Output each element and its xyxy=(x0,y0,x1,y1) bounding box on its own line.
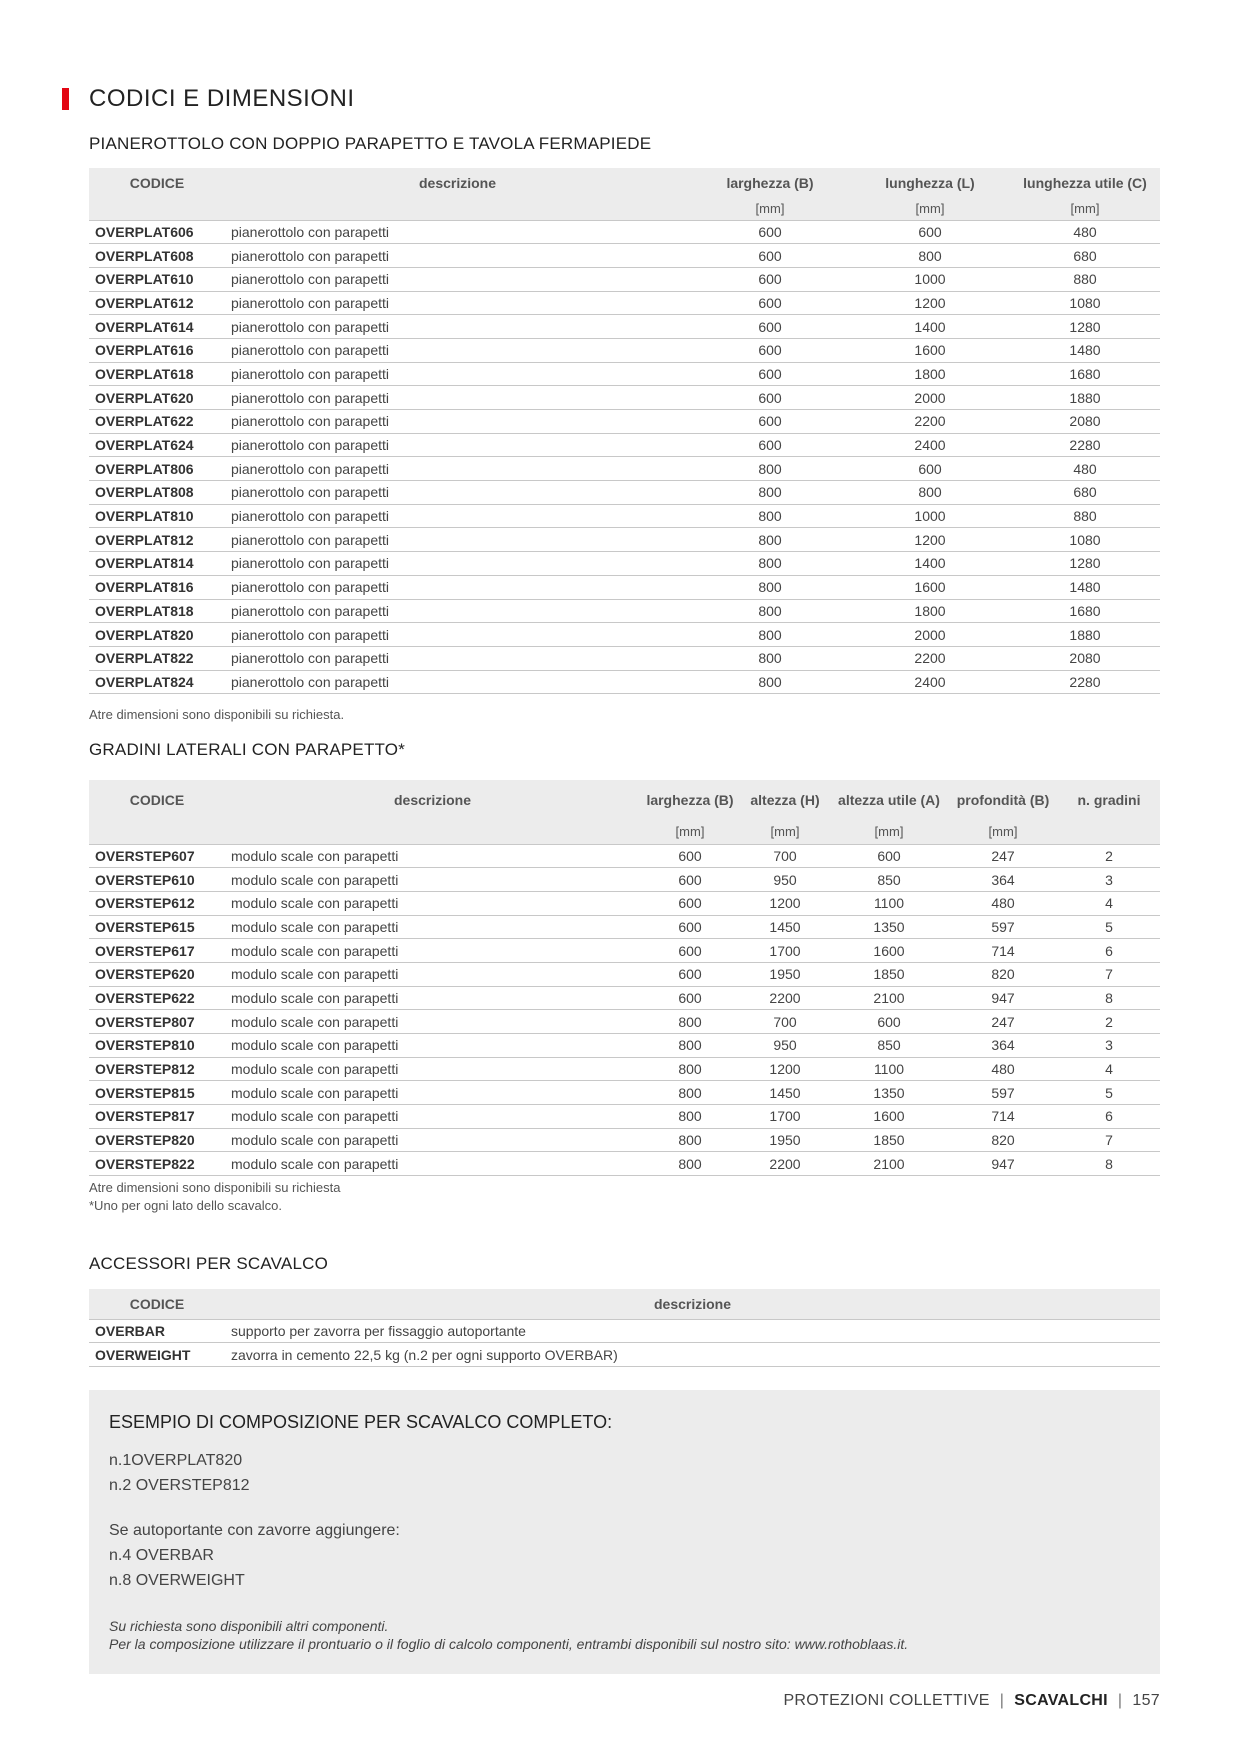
value-cell: 680 xyxy=(1010,481,1160,505)
value-cell: 2200 xyxy=(740,986,830,1010)
description-cell: pianerottolo con parapetti xyxy=(225,481,690,505)
value-cell: 600 xyxy=(690,315,850,339)
col-header: CODICE xyxy=(89,780,225,820)
value-cell: 1680 xyxy=(1010,599,1160,623)
value-cell: 4 xyxy=(1058,891,1160,915)
value-cell: 600 xyxy=(830,844,948,868)
description-cell: modulo scale con parapetti xyxy=(225,915,640,939)
table-row xyxy=(89,457,1160,481)
value-cell: 600 xyxy=(640,844,740,868)
table-row xyxy=(89,1152,1160,1176)
unit-cell xyxy=(1058,820,1160,844)
product-code: OVERSTEP810 xyxy=(89,1034,225,1058)
description-cell: pianerottolo con parapetti xyxy=(225,267,690,291)
value-cell: 2100 xyxy=(830,986,948,1010)
value-cell: 800 xyxy=(640,1034,740,1058)
description-cell: pianerottolo con parapetti xyxy=(225,575,690,599)
product-code: OVERSTEP617 xyxy=(89,939,225,963)
value-cell: 714 xyxy=(948,1105,1058,1129)
description-cell: pianerottolo con parapetti xyxy=(225,220,690,244)
value-cell: 850 xyxy=(830,868,948,892)
steps-title: GRADINI LATERALI CON PARAPETTO* xyxy=(89,740,406,759)
footer-chapter: SCAVALCHI xyxy=(1014,1692,1108,1709)
steps-note-1: Atre dimensioni sono disponibili su richiesta xyxy=(89,1180,341,1195)
product-code: OVERPLAT624 xyxy=(89,433,225,457)
table-row xyxy=(89,338,1160,362)
value-cell: 600 xyxy=(830,1010,948,1034)
value-cell: 597 xyxy=(948,915,1058,939)
col-header: CODICE xyxy=(89,1289,225,1319)
value-cell: 1880 xyxy=(1010,623,1160,647)
value-cell: 800 xyxy=(640,1010,740,1034)
col-header: descrizione xyxy=(225,780,640,820)
value-cell: 8 xyxy=(1058,986,1160,1010)
product-code: OVERPLAT620 xyxy=(89,386,225,410)
description-cell: pianerottolo con parapetti xyxy=(225,315,690,339)
example-line: n.8 OVERWEIGHT xyxy=(109,1572,245,1589)
value-cell: 1600 xyxy=(830,1105,948,1129)
value-cell: 364 xyxy=(948,868,1058,892)
value-cell: 480 xyxy=(1010,457,1160,481)
value-cell: 800 xyxy=(690,504,850,528)
value-cell: 1100 xyxy=(830,891,948,915)
value-cell: 680 xyxy=(1010,244,1160,268)
table-row xyxy=(89,362,1160,386)
product-code: OVERWEIGHT xyxy=(89,1343,225,1367)
value-cell: 600 xyxy=(690,338,850,362)
example-line: n.4 OVERBAR xyxy=(109,1547,214,1564)
table-row xyxy=(89,939,1160,963)
table-row xyxy=(89,646,1160,670)
table-row xyxy=(89,599,1160,623)
description-cell: modulo scale con parapetti xyxy=(225,1081,640,1105)
description-cell: pianerottolo con parapetti xyxy=(225,646,690,670)
value-cell: 600 xyxy=(640,915,740,939)
value-cell: 950 xyxy=(740,1034,830,1058)
value-cell: 800 xyxy=(690,481,850,505)
value-cell: 800 xyxy=(690,599,850,623)
unit-cell: [mm] xyxy=(850,198,1010,220)
product-code: OVERSTEP822 xyxy=(89,1152,225,1176)
value-cell: 2200 xyxy=(850,410,1010,434)
value-cell: 247 xyxy=(948,1010,1058,1034)
product-code: OVERPLAT820 xyxy=(89,623,225,647)
col-header: descrizione xyxy=(225,1289,1160,1319)
table-row xyxy=(89,291,1160,315)
description-cell: modulo scale con parapetti xyxy=(225,1105,640,1129)
description-cell: pianerottolo con parapetti xyxy=(225,362,690,386)
unit-cell: [mm] xyxy=(1010,198,1160,220)
value-cell: 1280 xyxy=(1010,552,1160,576)
example-note: Su richiesta sono disponibili altri componenti. xyxy=(109,1618,389,1634)
value-cell: 6 xyxy=(1058,1105,1160,1129)
value-cell: 597 xyxy=(948,1081,1058,1105)
value-cell: 1480 xyxy=(1010,338,1160,362)
product-code: OVERPLAT806 xyxy=(89,457,225,481)
col-header: altezza utile (A) xyxy=(830,780,948,820)
example-note: Per la composizione utilizzare il prontuario o il foglio di calcolo componenti, entrambi disponibili sul nostro sito: www.rothoblaas.it. xyxy=(109,1636,909,1652)
example-box xyxy=(89,1390,1160,1674)
value-cell: 600 xyxy=(850,220,1010,244)
value-cell: 800 xyxy=(690,646,850,670)
product-code: OVERPLAT608 xyxy=(89,244,225,268)
product-code: OVERPLAT810 xyxy=(89,504,225,528)
example-title: ESEMPIO DI COMPOSIZIONE PER SCAVALCO COMPLETO: xyxy=(109,1412,613,1432)
value-cell: 6 xyxy=(1058,939,1160,963)
value-cell: 600 xyxy=(690,291,850,315)
footer-separator: | xyxy=(1117,1692,1123,1709)
value-cell: 1600 xyxy=(830,939,948,963)
product-code: OVERPLAT816 xyxy=(89,575,225,599)
value-cell: 1600 xyxy=(850,575,1010,599)
value-cell: 800 xyxy=(690,623,850,647)
value-cell: 4 xyxy=(1058,1057,1160,1081)
value-cell: 1080 xyxy=(1010,291,1160,315)
product-code: OVERPLAT824 xyxy=(89,670,225,694)
title-accent-bar xyxy=(62,88,69,110)
value-cell: 2 xyxy=(1058,1010,1160,1034)
platforms-title: PIANEROTTOLO CON DOPPIO PARAPETTO E TAVOLA FERMAPIEDE xyxy=(89,134,652,153)
value-cell: 1950 xyxy=(740,962,830,986)
value-cell: 1600 xyxy=(850,338,1010,362)
value-cell: 600 xyxy=(690,362,850,386)
value-cell: 2 xyxy=(1058,844,1160,868)
value-cell: 600 xyxy=(690,410,850,434)
value-cell: 600 xyxy=(690,386,850,410)
product-code: OVERPLAT606 xyxy=(89,220,225,244)
value-cell: 7 xyxy=(1058,1128,1160,1152)
table-row xyxy=(89,410,1160,434)
table-row xyxy=(89,504,1160,528)
value-cell: 1680 xyxy=(1010,362,1160,386)
product-code: OVERPLAT812 xyxy=(89,528,225,552)
value-cell: 800 xyxy=(640,1057,740,1081)
example-line: n.1OVERPLAT820 xyxy=(109,1452,243,1469)
unit-cell: [mm] xyxy=(830,820,948,844)
col-header: n. gradini xyxy=(1058,780,1160,820)
value-cell: 1200 xyxy=(850,291,1010,315)
value-cell: 2080 xyxy=(1010,646,1160,670)
table-row xyxy=(89,844,1160,868)
product-code: OVERPLAT618 xyxy=(89,362,225,386)
description-cell: pianerottolo con parapetti xyxy=(225,338,690,362)
col-header: descrizione xyxy=(225,168,690,198)
value-cell: 1450 xyxy=(740,915,830,939)
value-cell: 947 xyxy=(948,1152,1058,1176)
product-code: OVERSTEP622 xyxy=(89,986,225,1010)
table-row xyxy=(89,220,1160,244)
value-cell: 2080 xyxy=(1010,410,1160,434)
unit-cell: [mm] xyxy=(640,820,740,844)
col-header: CODICE xyxy=(89,168,225,198)
product-code: OVERPLAT612 xyxy=(89,291,225,315)
value-cell: 600 xyxy=(640,939,740,963)
product-code: OVERSTEP812 xyxy=(89,1057,225,1081)
unit-cell xyxy=(225,820,640,844)
description-cell: pianerottolo con parapetti xyxy=(225,433,690,457)
description-cell: modulo scale con parapetti xyxy=(225,844,640,868)
product-code: OVERSTEP807 xyxy=(89,1010,225,1034)
description-cell: modulo scale con parapetti xyxy=(225,1152,640,1176)
description-cell: supporto per zavorra per fissaggio autoportante xyxy=(225,1319,1160,1343)
value-cell: 600 xyxy=(640,891,740,915)
table-row xyxy=(89,1128,1160,1152)
value-cell: 247 xyxy=(948,844,1058,868)
value-cell: 880 xyxy=(1010,504,1160,528)
value-cell: 364 xyxy=(948,1034,1058,1058)
col-header: altezza (H) xyxy=(740,780,830,820)
product-code: OVERPLAT616 xyxy=(89,338,225,362)
value-cell: 700 xyxy=(740,844,830,868)
table-row xyxy=(89,962,1160,986)
page-footer xyxy=(783,1692,1160,1710)
table-row xyxy=(89,244,1160,268)
table-row xyxy=(89,528,1160,552)
product-code: OVERSTEP612 xyxy=(89,891,225,915)
value-cell: 5 xyxy=(1058,915,1160,939)
table-row xyxy=(89,481,1160,505)
value-cell: 600 xyxy=(640,986,740,1010)
description-cell: modulo scale con parapetti xyxy=(225,891,640,915)
value-cell: 1000 xyxy=(850,504,1010,528)
product-code: OVERSTEP620 xyxy=(89,962,225,986)
value-cell: 1200 xyxy=(740,891,830,915)
product-code: OVERPLAT822 xyxy=(89,646,225,670)
product-code: OVERSTEP817 xyxy=(89,1105,225,1129)
product-code: OVERSTEP815 xyxy=(89,1081,225,1105)
description-cell: modulo scale con parapetti xyxy=(225,1128,640,1152)
table-row xyxy=(89,1057,1160,1081)
product-code: OVERPLAT610 xyxy=(89,267,225,291)
value-cell: 2280 xyxy=(1010,433,1160,457)
description-cell: zavorra in cemento 22,5 kg (n.2 per ogni supporto OVERBAR) xyxy=(225,1343,1160,1367)
value-cell: 480 xyxy=(948,1057,1058,1081)
value-cell: 7 xyxy=(1058,962,1160,986)
value-cell: 1000 xyxy=(850,267,1010,291)
value-cell: 8 xyxy=(1058,1152,1160,1176)
page-title xyxy=(62,84,355,114)
value-cell: 1400 xyxy=(850,315,1010,339)
value-cell: 2100 xyxy=(830,1152,948,1176)
table-row xyxy=(89,1081,1160,1105)
value-cell: 1700 xyxy=(740,939,830,963)
table-row xyxy=(89,868,1160,892)
col-header: profondità (B) xyxy=(948,780,1058,820)
col-header: lunghezza utile (C) xyxy=(1010,168,1160,198)
example-line: Se autoportante con zavorre aggiungere: xyxy=(109,1522,400,1539)
product-code: OVERSTEP615 xyxy=(89,915,225,939)
description-cell: pianerottolo con parapetti xyxy=(225,291,690,315)
value-cell: 800 xyxy=(690,575,850,599)
page-number: 157 xyxy=(1132,1692,1160,1709)
table-row xyxy=(89,891,1160,915)
table-row xyxy=(89,986,1160,1010)
value-cell: 1080 xyxy=(1010,528,1160,552)
value-cell: 3 xyxy=(1058,868,1160,892)
value-cell: 800 xyxy=(640,1081,740,1105)
value-cell: 480 xyxy=(1010,220,1160,244)
steps-table xyxy=(89,780,1160,1176)
value-cell: 2400 xyxy=(850,670,1010,694)
product-code: OVERSTEP820 xyxy=(89,1128,225,1152)
unit-cell xyxy=(225,198,690,220)
value-cell: 600 xyxy=(690,244,850,268)
value-cell: 800 xyxy=(690,528,850,552)
product-code: OVERSTEP610 xyxy=(89,868,225,892)
table-row xyxy=(89,267,1160,291)
value-cell: 2280 xyxy=(1010,670,1160,694)
description-cell: modulo scale con parapetti xyxy=(225,868,640,892)
table-row xyxy=(89,1034,1160,1058)
value-cell: 600 xyxy=(640,962,740,986)
description-cell: pianerottolo con parapetti xyxy=(225,244,690,268)
value-cell: 1200 xyxy=(740,1057,830,1081)
footer-separator: | xyxy=(999,1692,1005,1709)
value-cell: 820 xyxy=(948,962,1058,986)
table-row xyxy=(89,623,1160,647)
accessories-table-body xyxy=(89,1319,1160,1366)
value-cell: 714 xyxy=(948,939,1058,963)
value-cell: 1350 xyxy=(830,1081,948,1105)
accessories-table xyxy=(89,1289,1160,1367)
accessories-title: ACCESSORI PER SCAVALCO xyxy=(89,1254,328,1273)
value-cell: 950 xyxy=(740,868,830,892)
description-cell: modulo scale con parapetti xyxy=(225,986,640,1010)
unit-cell: [mm] xyxy=(740,820,830,844)
unit-cell xyxy=(89,198,225,220)
value-cell: 1850 xyxy=(830,1128,948,1152)
product-code: OVERPLAT808 xyxy=(89,481,225,505)
value-cell: 1350 xyxy=(830,915,948,939)
product-code: OVERPLAT622 xyxy=(89,410,225,434)
description-cell: modulo scale con parapetti xyxy=(225,1034,640,1058)
value-cell: 600 xyxy=(690,433,850,457)
value-cell: 800 xyxy=(850,481,1010,505)
value-cell: 2000 xyxy=(850,386,1010,410)
value-cell: 1100 xyxy=(830,1057,948,1081)
product-code: OVERPLAT614 xyxy=(89,315,225,339)
platforms-table xyxy=(89,168,1160,694)
value-cell: 1800 xyxy=(850,599,1010,623)
description-cell: pianerottolo con parapetti xyxy=(225,457,690,481)
description-cell: modulo scale con parapetti xyxy=(225,1010,640,1034)
value-cell: 800 xyxy=(850,244,1010,268)
footer-section: PROTEZIONI COLLETTIVE xyxy=(783,1692,990,1709)
col-header: lunghezza (L) xyxy=(850,168,1010,198)
value-cell: 600 xyxy=(850,457,1010,481)
value-cell: 800 xyxy=(690,457,850,481)
value-cell: 3 xyxy=(1058,1034,1160,1058)
description-cell: modulo scale con parapetti xyxy=(225,1057,640,1081)
table-row xyxy=(89,1319,1160,1343)
table-row xyxy=(89,1343,1160,1367)
description-cell: pianerottolo con parapetti xyxy=(225,599,690,623)
value-cell: 1280 xyxy=(1010,315,1160,339)
example-line: n.2 OVERSTEP812 xyxy=(109,1477,250,1494)
value-cell: 2200 xyxy=(740,1152,830,1176)
steps-note-2: *Uno per ogni lato dello scavalco. xyxy=(89,1198,282,1213)
value-cell: 2400 xyxy=(850,433,1010,457)
description-cell: pianerottolo con parapetti xyxy=(225,670,690,694)
unit-cell xyxy=(89,820,225,844)
value-cell: 947 xyxy=(948,986,1058,1010)
value-cell: 1200 xyxy=(850,528,1010,552)
description-cell: pianerottolo con parapetti xyxy=(225,552,690,576)
value-cell: 1850 xyxy=(830,962,948,986)
platforms-note: Atre dimensioni sono disponibili su richiesta. xyxy=(89,707,345,722)
value-cell: 1950 xyxy=(740,1128,830,1152)
value-cell: 5 xyxy=(1058,1081,1160,1105)
product-code: OVERPLAT818 xyxy=(89,599,225,623)
description-cell: modulo scale con parapetti xyxy=(225,939,640,963)
value-cell: 1800 xyxy=(850,362,1010,386)
platforms-table-body xyxy=(89,220,1160,694)
table-row xyxy=(89,433,1160,457)
table-row xyxy=(89,1105,1160,1129)
value-cell: 850 xyxy=(830,1034,948,1058)
page-title-text: CODICI E DIMENSIONI xyxy=(89,85,355,112)
table-row xyxy=(89,386,1160,410)
product-code: OVERSTEP607 xyxy=(89,844,225,868)
description-cell: pianerottolo con parapetti xyxy=(225,386,690,410)
value-cell: 2000 xyxy=(850,623,1010,647)
value-cell: 800 xyxy=(690,670,850,694)
description-cell: pianerottolo con parapetti xyxy=(225,528,690,552)
value-cell: 2200 xyxy=(850,646,1010,670)
value-cell: 480 xyxy=(948,891,1058,915)
steps-table-body xyxy=(89,844,1160,1176)
value-cell: 800 xyxy=(640,1128,740,1152)
value-cell: 600 xyxy=(690,220,850,244)
description-cell: pianerottolo con parapetti xyxy=(225,410,690,434)
table-row xyxy=(89,315,1160,339)
value-cell: 800 xyxy=(640,1152,740,1176)
table-row xyxy=(89,1010,1160,1034)
value-cell: 600 xyxy=(690,267,850,291)
description-cell: pianerottolo con parapetti xyxy=(225,623,690,647)
value-cell: 800 xyxy=(690,552,850,576)
table-row xyxy=(89,575,1160,599)
table-row xyxy=(89,915,1160,939)
value-cell: 1450 xyxy=(740,1081,830,1105)
col-header: larghezza (B) xyxy=(640,780,740,820)
table-row xyxy=(89,670,1160,694)
value-cell: 1480 xyxy=(1010,575,1160,599)
unit-cell: [mm] xyxy=(948,820,1058,844)
product-code: OVERPLAT814 xyxy=(89,552,225,576)
value-cell: 1880 xyxy=(1010,386,1160,410)
table-row xyxy=(89,552,1160,576)
description-cell: pianerottolo con parapetti xyxy=(225,504,690,528)
value-cell: 1700 xyxy=(740,1105,830,1129)
product-code: OVERBAR xyxy=(89,1319,225,1343)
col-header: larghezza (B) xyxy=(690,168,850,198)
value-cell: 600 xyxy=(640,868,740,892)
value-cell: 820 xyxy=(948,1128,1058,1152)
value-cell: 1400 xyxy=(850,552,1010,576)
value-cell: 700 xyxy=(740,1010,830,1034)
value-cell: 800 xyxy=(640,1105,740,1129)
value-cell: 880 xyxy=(1010,267,1160,291)
description-cell: modulo scale con parapetti xyxy=(225,962,640,986)
unit-cell: [mm] xyxy=(690,198,850,220)
